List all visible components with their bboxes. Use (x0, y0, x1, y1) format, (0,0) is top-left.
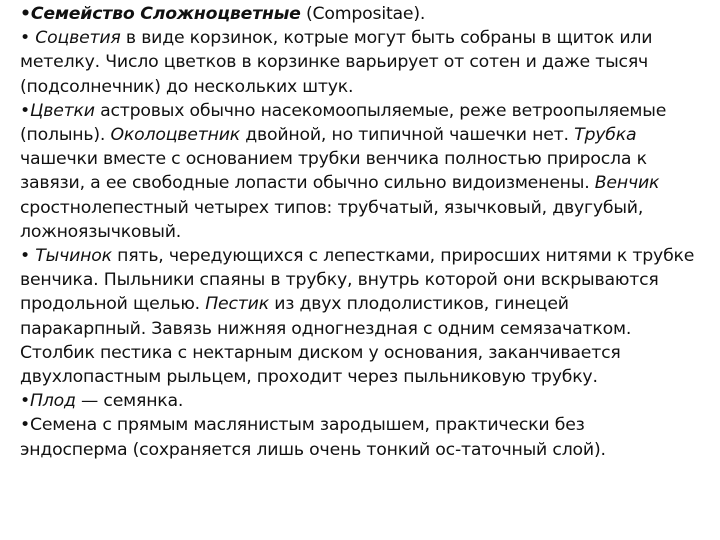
text-line: Столбик пестика с нектарным диском у основания, заканчивается (20, 342, 621, 363)
slide-text-body (20, 2, 716, 462)
term-flowers: Цветки (30, 100, 95, 121)
term-inflorescence: Соцветия (35, 28, 121, 49)
term-pistil: Пестик (205, 294, 269, 315)
line (20, 2, 716, 26)
bullet-mark: • (20, 28, 36, 49)
term-stamens: Тычинок (35, 246, 112, 267)
text-line: двухлопастным рыльцем, проходит через пыльниковую трубку. (20, 367, 598, 388)
line (20, 123, 716, 147)
text-run: из двух плодолистиков, гинецей (268, 294, 569, 315)
term-tube: Трубка (574, 125, 637, 146)
line (20, 99, 716, 123)
text-run: завязи, а ее свободные лопасти обычно сильно видоизменены. (20, 173, 595, 194)
bullet-mark: • (20, 100, 30, 121)
paragraph-seeds (20, 413, 716, 461)
text-run: (полынь). (20, 125, 111, 146)
text-line: чашечки вместе с основанием трубки венчика полностью приросла к (20, 149, 647, 170)
line (20, 389, 716, 413)
line (20, 26, 716, 50)
line (20, 244, 716, 268)
bullet-mark: • (20, 4, 31, 24)
text-line: венчика. Пыльники спаяны в трубку, внутрь которой они вскрываются (20, 270, 659, 291)
text-run: продольной щелью. (20, 294, 206, 315)
text-run: — семянка. (75, 391, 184, 412)
bullet-mark: • (20, 391, 30, 412)
family-heading: Семейство Сложноцветные (30, 4, 301, 24)
text-line: паракарпный. Завязь нижняя одногнездная с одним семязачатком. (20, 318, 632, 339)
text-line: ложноязычковый. (20, 221, 182, 242)
term-corolla: Венчик (594, 173, 660, 194)
family-latin-name: (Compositae). (300, 4, 426, 24)
paragraph-family-heading (20, 2, 716, 26)
text-line: эндосперма (сохраняется лишь очень тонкий ос-таточный слой). (20, 439, 606, 460)
line (20, 292, 716, 316)
text-run: астровых обычно насекомоопыляемые, реже ветроопыляемые (94, 100, 667, 121)
paragraph-fruit (20, 389, 716, 413)
text-line: •Семена с прямым маслянистым зародышем, практически без (20, 415, 585, 436)
bullet-mark: • (20, 246, 36, 267)
text-run: двойной, но типичной чашечки нет. (239, 125, 575, 146)
paragraph-inflorescence (20, 26, 716, 99)
text-line: метелку. Число цветков в корзинке варьирует от сотен и даже тысяч (20, 52, 649, 73)
paragraph-flowers (20, 99, 716, 244)
term-perianth: Околоцветник (110, 125, 240, 146)
term-fruit: Плод (30, 391, 76, 412)
line (20, 171, 716, 195)
text-line: сростнолепестный четырех типов: трубчатый, язычковый, двугубый, (20, 197, 644, 218)
paragraph-stamens (20, 244, 716, 389)
text-run: в виде корзинок, котрые могут быть собраны в щиток или (120, 28, 653, 49)
text-line: (подсолнечник) до нескольких штук. (20, 76, 354, 97)
text-run: пять, чередующихся с лепестками, приросших нитями к трубке (111, 246, 695, 267)
